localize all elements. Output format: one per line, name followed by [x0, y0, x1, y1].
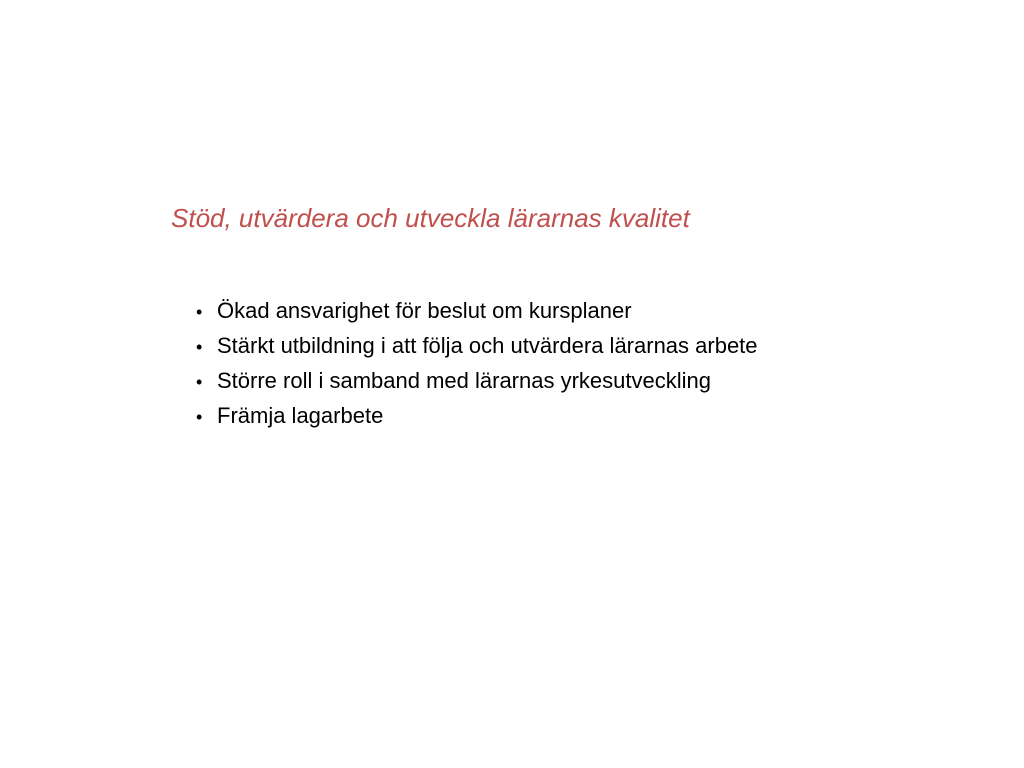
list-item	[196, 399, 758, 434]
bullet-text: Främja lagarbete	[217, 403, 384, 428]
bullet-icon: •	[196, 372, 203, 392]
bullet-text: Stärkt utbildning i att följa och utvärdera lärarnas arbete	[217, 333, 758, 358]
bullet-text: Större roll i samband med lärarnas yrkesutveckling	[217, 368, 711, 393]
bullet-icon: •	[196, 337, 203, 357]
list-item	[196, 329, 758, 364]
bullet-icon: •	[196, 302, 203, 322]
bullet-icon: •	[196, 407, 203, 427]
bullet-text: Ökad ansvarighet för beslut om kursplaner	[217, 298, 632, 323]
list-item	[196, 364, 758, 399]
bullet-list	[196, 294, 758, 434]
list-item	[196, 294, 758, 329]
slide-title: Stöd, utvärdera och utveckla lärarnas kvalitet	[171, 203, 690, 233]
